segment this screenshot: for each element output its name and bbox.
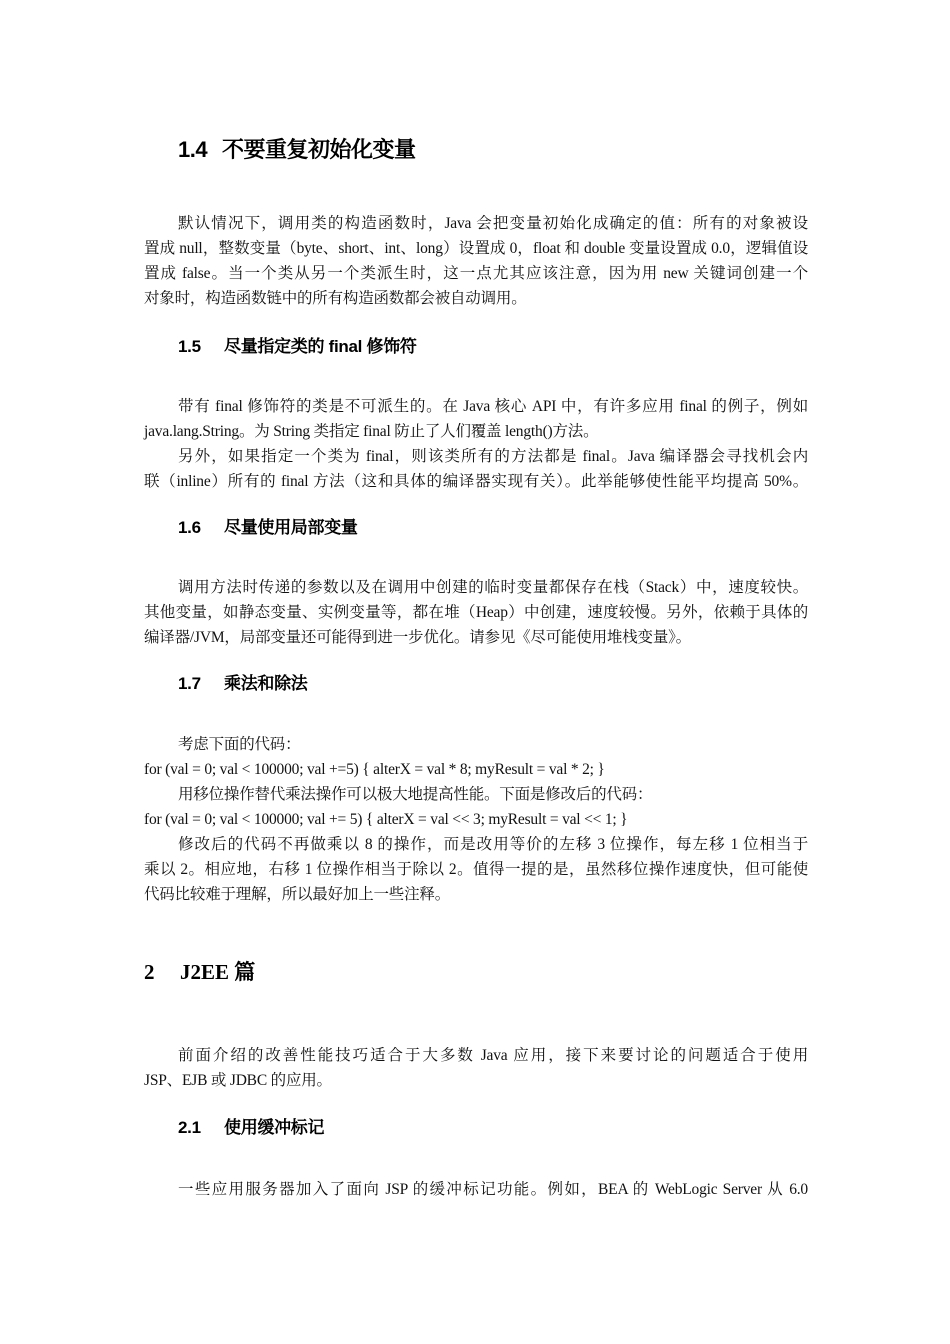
section-title: 不要重复初始化变量 [222, 137, 416, 162]
section-number: 1.6 [178, 518, 201, 537]
chapter-number: 2 [144, 960, 155, 984]
paragraph-line: 一些应用服务器加入了面向 JSP 的缓冲标记功能。例如，BEA 的 WebLogic Server 从 6.0 [178, 1181, 808, 1198]
section-title: 尽量指定类的 final 修饰符 [224, 337, 417, 356]
paragraph-line: 代码比较难于理解，所以最好加上一些注释。 [144, 886, 451, 903]
paragraph-line: 默认情况下，调用类的构造函数时，Java 会把变量初始化成确定的值：所有的对象被设 [178, 215, 808, 232]
section-heading-2-1 [178, 1117, 324, 1139]
paragraph-line: 修改后的代码不再做乘以 8 的操作，而是改用等价的左移 3 位操作，每左移 1 位相当于 [178, 836, 808, 853]
paragraph-line: 调用方法时传递的参数以及在调用中创建的临时变量都保存在栈（Stack）中，速度较快。 [178, 579, 808, 596]
paragraph-line: 用移位操作替代乘法操作可以极大地提高性能。下面是修改后的代码： [178, 786, 653, 803]
paragraph-line: JSP、EJB 或 JDBC 的应用。 [144, 1072, 332, 1089]
section-title: 使用缓冲标记 [224, 1118, 325, 1137]
paragraph-line: 乘以 2。相应地，右移 1 位操作相当于除以 2。值得一提的是，虽然移位操作速度快，但可能使 [144, 861, 808, 878]
paragraph-line: 置成 null，整数变量（byte、short、int、long）设置成 0，float 和 double 变量设置成 0.0，逻辑值设 [144, 240, 808, 257]
code-line: for (val = 0; val < 100000; val +=5) { alterX = val * 8; myResult = val * 2; } [144, 761, 605, 778]
code-line: for (val = 0; val < 100000; val += 5) { alterX = val << 3; myResult = val << 1; } [144, 811, 628, 828]
section-heading-1-6 [178, 517, 358, 539]
section-title: 乘法和除法 [224, 674, 308, 693]
paragraph-line: java.lang.String。为 String 类指定 final 防止了人们覆盖 length()方法。 [144, 423, 599, 440]
section-number: 1.4 [178, 137, 208, 162]
chapter-heading-2 [144, 959, 255, 985]
section-heading-1-4 [178, 137, 416, 163]
section-number: 1.5 [178, 337, 201, 356]
section-heading-1-7 [178, 673, 308, 695]
paragraph-line: 带有 final 修饰符的类是不可派生的。在 Java 核心 API 中，有许多应用 final 的例子，例如 [178, 398, 808, 415]
paragraph-line: 编译器/JVM，局部变量还可能得到进一步优化。请参见《尽可能使用堆栈变量》。 [144, 629, 691, 646]
section-heading-1-5 [178, 336, 417, 358]
paragraph-line: 其他变量，如静态变量、实例变量等，都在堆（Heap）中创建，速度较慢。另外，依赖于具体的 [144, 604, 808, 621]
paragraph-line: 前面介绍的改善性能技巧适合于大多数 Java 应用，接下来要讨论的问题适合于使用 [178, 1047, 808, 1064]
chapter-title: J2EE 篇 [180, 960, 256, 984]
paragraph-line: 考虑下面的代码： [178, 736, 301, 753]
paragraph-line: 另外，如果指定一个类为 final，则该类所有的方法都是 final。Java 编译器会寻找机会内 [178, 448, 808, 465]
paragraph-line: 联（inline）所有的 final 方法（这和具体的编译器实现有关）。此举能够使性能平均提高 50%。 [144, 473, 808, 490]
section-number: 2.1 [178, 1118, 201, 1137]
section-title: 尽量使用局部变量 [224, 518, 358, 537]
section-number: 1.7 [178, 674, 201, 693]
paragraph-line: 置成 false。当一个类从另一个类派生时，这一点尤其应该注意，因为用 new 关键词创建一个 [144, 265, 808, 282]
paragraph-line: 对象时，构造函数链中的所有构造函数都会被自动调用。 [144, 290, 527, 307]
